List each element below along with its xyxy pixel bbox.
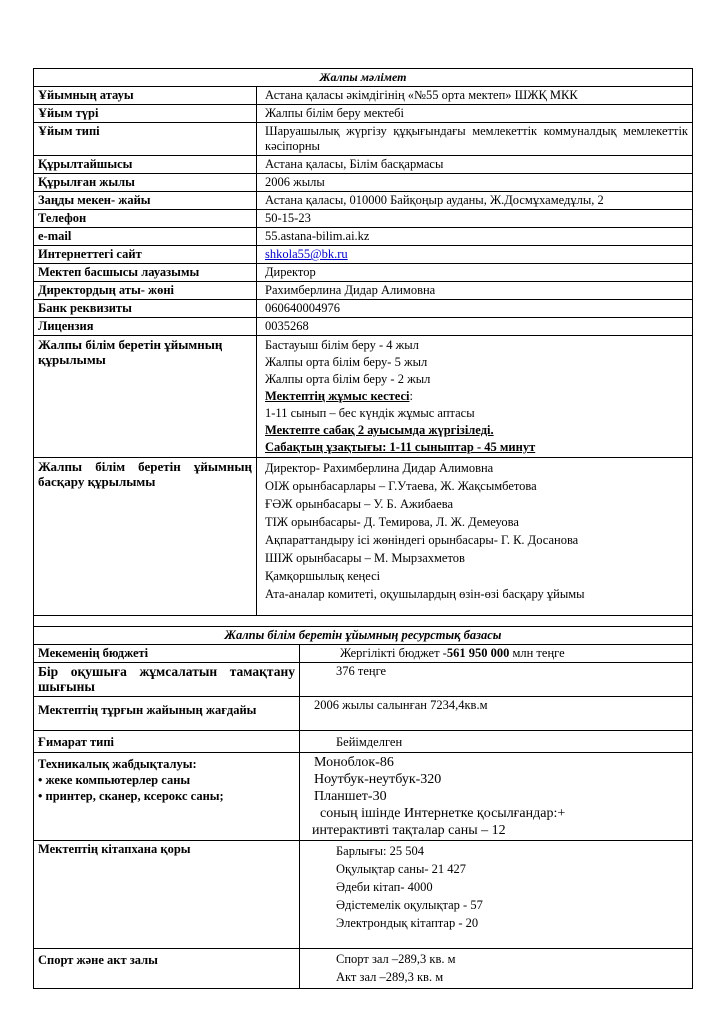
structure-line: Жалпы орта білім беру - 2 жыл xyxy=(265,372,431,386)
management-line: Директор- Рахимберлина Дидар Алимовна xyxy=(265,461,494,475)
table-row xyxy=(34,318,693,336)
row-label: Банк реквизиты xyxy=(34,300,257,318)
management-line: Ата-аналар комитеті, оқушылардың өзін-өзі басқару ұйымы xyxy=(265,587,585,601)
management-line: ОІЖ орынбасарлары – Г.Утаева, Ж. Жақсымбетова xyxy=(265,479,537,493)
table-row xyxy=(34,697,693,731)
row-value: 060640004976 xyxy=(257,300,693,318)
table-row xyxy=(34,246,693,264)
structure-line: Бастауыш білім беру - 4 жыл xyxy=(265,338,419,352)
row-label: Құрылған жылы xyxy=(34,174,257,192)
row-value: 2006 жылы xyxy=(257,174,693,192)
schedule-title: Мектептің жұмыс кестесі xyxy=(265,389,410,403)
building-type-value: Бейімделген xyxy=(300,731,693,753)
general-info-table xyxy=(33,68,693,627)
row-value: Астана қаласы, Білім басқармасы xyxy=(257,156,693,174)
row-label: Заңды мекен- жайы xyxy=(34,192,257,210)
row-value: Шаруашылық жүргізу құқығындағы мемлекеттік коммуналдық мемлекеттік кәсіпорны xyxy=(257,123,693,156)
tech-label: • принтер, сканер, ксерокс саны; xyxy=(38,789,224,803)
table-row xyxy=(34,841,693,949)
table-row xyxy=(34,105,693,123)
table-row xyxy=(34,264,693,282)
library-line: Әдеби кітап- 4000 xyxy=(336,880,433,894)
building-state-value: 2006 жылы салынған 7234,4кв.м xyxy=(300,697,693,731)
management-line: ҒӘЖ орынбасары – У. Б. Ажибаева xyxy=(265,497,454,511)
table-row xyxy=(34,123,693,156)
table-row xyxy=(34,336,693,458)
tech-label: • жеке компьютерлер саны xyxy=(38,773,191,787)
row-label: Жалпы білім беретін ұйымның басқару құрылымы xyxy=(34,458,257,616)
document-page xyxy=(33,68,693,989)
table-row xyxy=(34,156,693,174)
duration-line: Сабақтың ұзақтығы: 1-11 сыныптар - 45 минут xyxy=(265,440,536,454)
row-label: Мектептің тұрғын жайының жағдайы xyxy=(34,697,300,731)
table-row xyxy=(34,663,693,697)
row-value: 0035268 xyxy=(257,318,693,336)
row-label: Ұйымның атауы xyxy=(34,87,257,105)
tech-line: Планшет-30 xyxy=(314,789,387,804)
schedule-colon: : xyxy=(409,389,413,403)
table-row xyxy=(34,458,693,616)
tech-line: соның ішінде Интернетке қосылғандар:+ xyxy=(320,806,566,821)
library-line: Барлығы: 25 504 xyxy=(336,844,424,858)
library-line: Оқулықтар саны- 21 427 xyxy=(336,862,467,876)
sport-line: Спорт зал –289,3 кв. м xyxy=(336,952,456,966)
phone-value: 50-15-23 xyxy=(257,210,693,228)
row-label: Жалпы білім беретін ұйымның құрылымы xyxy=(34,336,257,458)
row-label: Ғимарат типі xyxy=(34,731,300,753)
row-value: Рахимберлина Дидар Алимовна xyxy=(257,282,693,300)
table-row xyxy=(34,174,693,192)
table-row xyxy=(34,731,693,753)
table-row xyxy=(34,192,693,210)
table-row xyxy=(34,753,693,841)
management-line: ШІЖ орынбасары – М. Мырзахметов xyxy=(265,551,465,565)
budget-prefix: Жергілікті бюджет - xyxy=(340,646,447,660)
resource-base-table xyxy=(33,626,693,989)
library-line: Әдістемелік оқулықтар - 57 xyxy=(336,898,483,912)
shifts-line: Мектепте сабақ 2 ауысымда жүргізіледі. xyxy=(265,423,494,437)
email-value: 55.astana-bilim.ai.kz xyxy=(257,228,693,246)
table-row xyxy=(34,300,693,318)
table-row xyxy=(34,210,693,228)
row-label: Ұйым түрі xyxy=(34,105,257,123)
meal-value: 376 теңге xyxy=(300,663,693,697)
row-label: Телефон xyxy=(34,210,257,228)
table-row xyxy=(34,87,693,105)
table-row xyxy=(34,228,693,246)
management-line: ТІЖ орынбасары- Д. Темирова, Л. Ж. Демеуова xyxy=(265,515,519,529)
budget-suffix: млн теңге xyxy=(509,646,565,660)
tech-line: Моноблок-86 xyxy=(314,755,394,770)
row-value: Жалпы білім беру мектебі xyxy=(257,105,693,123)
management-line: Қамқоршылық кеңесі xyxy=(265,569,381,583)
section-title: Жалпы білім беретін ұйымның ресурстық базасы xyxy=(34,627,693,645)
tech-label: Техникалық жабдықталуы: xyxy=(38,757,197,771)
row-label: Мекеменің бюджеті xyxy=(34,645,300,663)
table-row xyxy=(34,282,693,300)
budget-value xyxy=(300,645,693,663)
row-value: Директор xyxy=(257,264,693,282)
spacer-row xyxy=(34,616,693,627)
row-label: Мектеп басшысы лауазымы xyxy=(34,264,257,282)
section-title: Жалпы мәлімет xyxy=(34,69,693,87)
row-label: Бір оқушыға жұмсалатын тамақтану шығыны xyxy=(34,663,300,697)
row-label: Мектептің кітапхана қоры xyxy=(34,841,300,949)
table-row xyxy=(34,645,693,663)
schedule-line: 1-11 сынып – бес күндік жұмыс аптасы xyxy=(265,406,475,420)
library-line: Электрондық кітаптар - 20 xyxy=(336,916,479,930)
row-value: Астана қаласы, 010000 Байқоңыр ауданы, Ж.Досмұхамедұлы, 2 xyxy=(257,192,693,210)
row-value: Астана қаласы әкімдігінің «№55 орта мектеп» ШЖҚ МКК xyxy=(257,87,693,105)
structure-line: Жалпы орта білім беру- 5 жыл xyxy=(265,355,428,369)
row-label: Құрылтайшысы xyxy=(34,156,257,174)
row-label: Директордың аты- жөні xyxy=(34,282,257,300)
management-line: Ақпараттандыру ісі жөніндегі орынбасары- Г. К. Досанова xyxy=(265,533,579,547)
tech-line: Ноутбук-неутбук-320 xyxy=(314,772,442,787)
row-label: e-mail xyxy=(34,228,257,246)
row-label: Спорт және акт залы xyxy=(34,949,300,989)
budget-amount: 561 950 000 xyxy=(446,646,510,660)
website-link[interactable]: shkola55@bk.ru xyxy=(265,247,348,261)
row-label: Ұйым типі xyxy=(34,123,257,156)
row-label: Интернеттегі сайт xyxy=(34,246,257,264)
row-label: Лицензия xyxy=(34,318,257,336)
table-row xyxy=(34,949,693,989)
sport-line: Акт зал –289,3 кв. м xyxy=(336,970,444,984)
tech-line: интерактивті тақталар саны – 12 xyxy=(312,823,506,838)
